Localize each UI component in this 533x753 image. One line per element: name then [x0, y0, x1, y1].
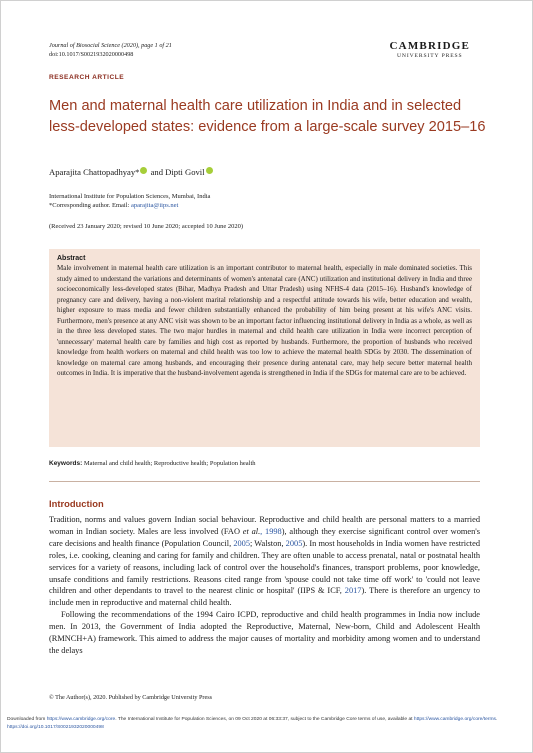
- keywords-text: Maternal and child health; Reproductive health; Population health: [82, 460, 256, 467]
- author-separator: and: [148, 167, 166, 177]
- orcid-icon[interactable]: [206, 167, 213, 174]
- abstract-heading: Abstract: [57, 255, 86, 262]
- corresponding-prefix: *Corresponding author. Email:: [49, 202, 131, 209]
- doi-footer-link[interactable]: https://doi.org/10.1017/S0021932020000498: [7, 724, 104, 730]
- corresponding-author: [49, 201, 210, 210]
- paragraph: Following the recommendations of the 1994 Cairo ICPD, reproductive and child health programmes in India now include men. In 2013, the Government of India adopted the Reproductive, Maternal, New-born, Child and Adolescent Health (RMNCH+A) framework. This aimed to address the major causes of mortality and morbidity among women and to understand the delays: [49, 610, 480, 655]
- publisher-sub: UNIVERSITY PRESS: [396, 53, 463, 59]
- author-line: [49, 167, 214, 177]
- publisher-logo: [390, 41, 470, 60]
- terms-link[interactable]: https://www.cambridge.org/core/terms: [413, 717, 496, 722]
- keywords: [49, 460, 256, 467]
- affiliation: International Institute for Population Sciences, Mumbai, India: [49, 193, 211, 200]
- text-run: ). In most households in India women have restricted roles, i.e. cooking, cleaning and caring for family and children. They are often unable to access prenatal, natal or postnatal health services for a variety of reasons, including lack of control over the household's finances, transport problems, poor knowledge, unsafe conditions and family restrictions. Reasons cited range from 'spouse could not take time off work' to 'could not leave children and other dependants to travel to the nearest clinic or hospital' (IIPS & ICF,: [49, 538, 481, 596]
- text-run: .: [495, 717, 498, 722]
- author-name[interactable]: Aparajita Chattopadhyay*: [49, 167, 140, 177]
- affiliation-block: [49, 192, 210, 210]
- citation-link[interactable]: 2005: [233, 538, 250, 548]
- keywords-label: Keywords:: [49, 460, 83, 467]
- text-run: . The International Institute for Population Sciences, on 09 Oct 2020 at 06:33:37, subject to the Cambridge Core terms of use, available at: [115, 717, 414, 722]
- citation-link[interactable]: 2005: [285, 538, 303, 548]
- paragraph: [49, 514, 480, 609]
- citation-link[interactable]: 2017: [344, 586, 362, 596]
- text-run: ), although they exercise significant control over women's care decisions and health finance (Population Council,: [49, 526, 480, 548]
- publisher-name: CAMBRIDGE: [389, 40, 470, 52]
- text-run: ; Walston,: [250, 538, 286, 548]
- journal-line: Journal of Biosocial Science (2020), page 1 of 21: [49, 42, 172, 49]
- email-link[interactable]: aparajita@iips.net: [130, 202, 179, 209]
- download-notice: [7, 716, 527, 731]
- received-dates: (Received 23 January 2020; revised 10 June 2020; accepted 10 June 2020): [49, 223, 244, 230]
- text-run: et al.: [242, 526, 261, 536]
- article-type: RESEARCH ARTICLE: [49, 74, 125, 81]
- abstract-box: [49, 249, 480, 447]
- cambridge-core-link[interactable]: https://www.cambridge.org/core: [46, 717, 116, 722]
- doi-link[interactable]: doi:10.1017/S0021932020000498: [49, 51, 134, 58]
- copyright-line: © The Author(s), 2020. Published by Cambridge University Press: [49, 694, 213, 701]
- doi-line: [49, 51, 133, 58]
- article-title: Men and maternal health care utilization in India and in selected less-developed states: evidence from a large-scale survey 2015–16: [49, 98, 486, 135]
- abstract-text: Male involvement in maternal health care utilization is an important contributor to maternal health, especially in male dominated societies. This study aimed to understand the variations and determinants of women's antenatal care (ANC) utilization and institutional delivery in India and three socioeconomically less-developed states (Bihar, Madhya Pradesh and Uttar Pradesh) using NFHS-4 data (2015–16). Husband's knowledge of pregnancy care and delivery, having a non-violent marital relationship and a respectful attitude towards his wife, better education and wealth, higher exposure to mass media and fewer children substantially enhanced the probability of him being present at his wife's ANC visits. Furthermore, men's presence at any ANC visit was shown to be an important factor influencing institutional delivery in India as a whole, as well as in the three less developed states. The two major hurdles in maternal and child health care utilization in India were incorrect perception of 'unnecessary' maternal health care by families and high cost as reported by husbands. Furthermore, the proportion of husbands who received knowledge from health workers on maternal and child health was too low to achieve the maternal health SDGs by 2030. The dissemination of knowledge on maternal care among husbands, and encouraging their presence during antenatal care, may help secure better maternal health outcomes in India. It is imperative that the husband-involvement agenda is strengthened in India if the SDGs for maternal care are to be achieved.: [57, 264, 472, 377]
- section-divider: [49, 481, 480, 482]
- text-run: Downloaded from: [7, 717, 47, 722]
- author-name[interactable]: Dipti Govil: [165, 167, 205, 177]
- introduction-body: [49, 514, 480, 657]
- citation-link[interactable]: , 1998: [260, 526, 282, 536]
- introduction-heading: Introduction: [49, 498, 104, 509]
- orcid-icon[interactable]: [140, 167, 147, 174]
- text-run: Tradition, norms and values govern Indian social behaviour. Reproductive and child health are personal matters to a married woman in Indian society. Males are less involved (FAO: [49, 515, 480, 536]
- text-run: ). There is therefore an urgency to include men in reproductive and maternal child health.: [49, 586, 480, 608]
